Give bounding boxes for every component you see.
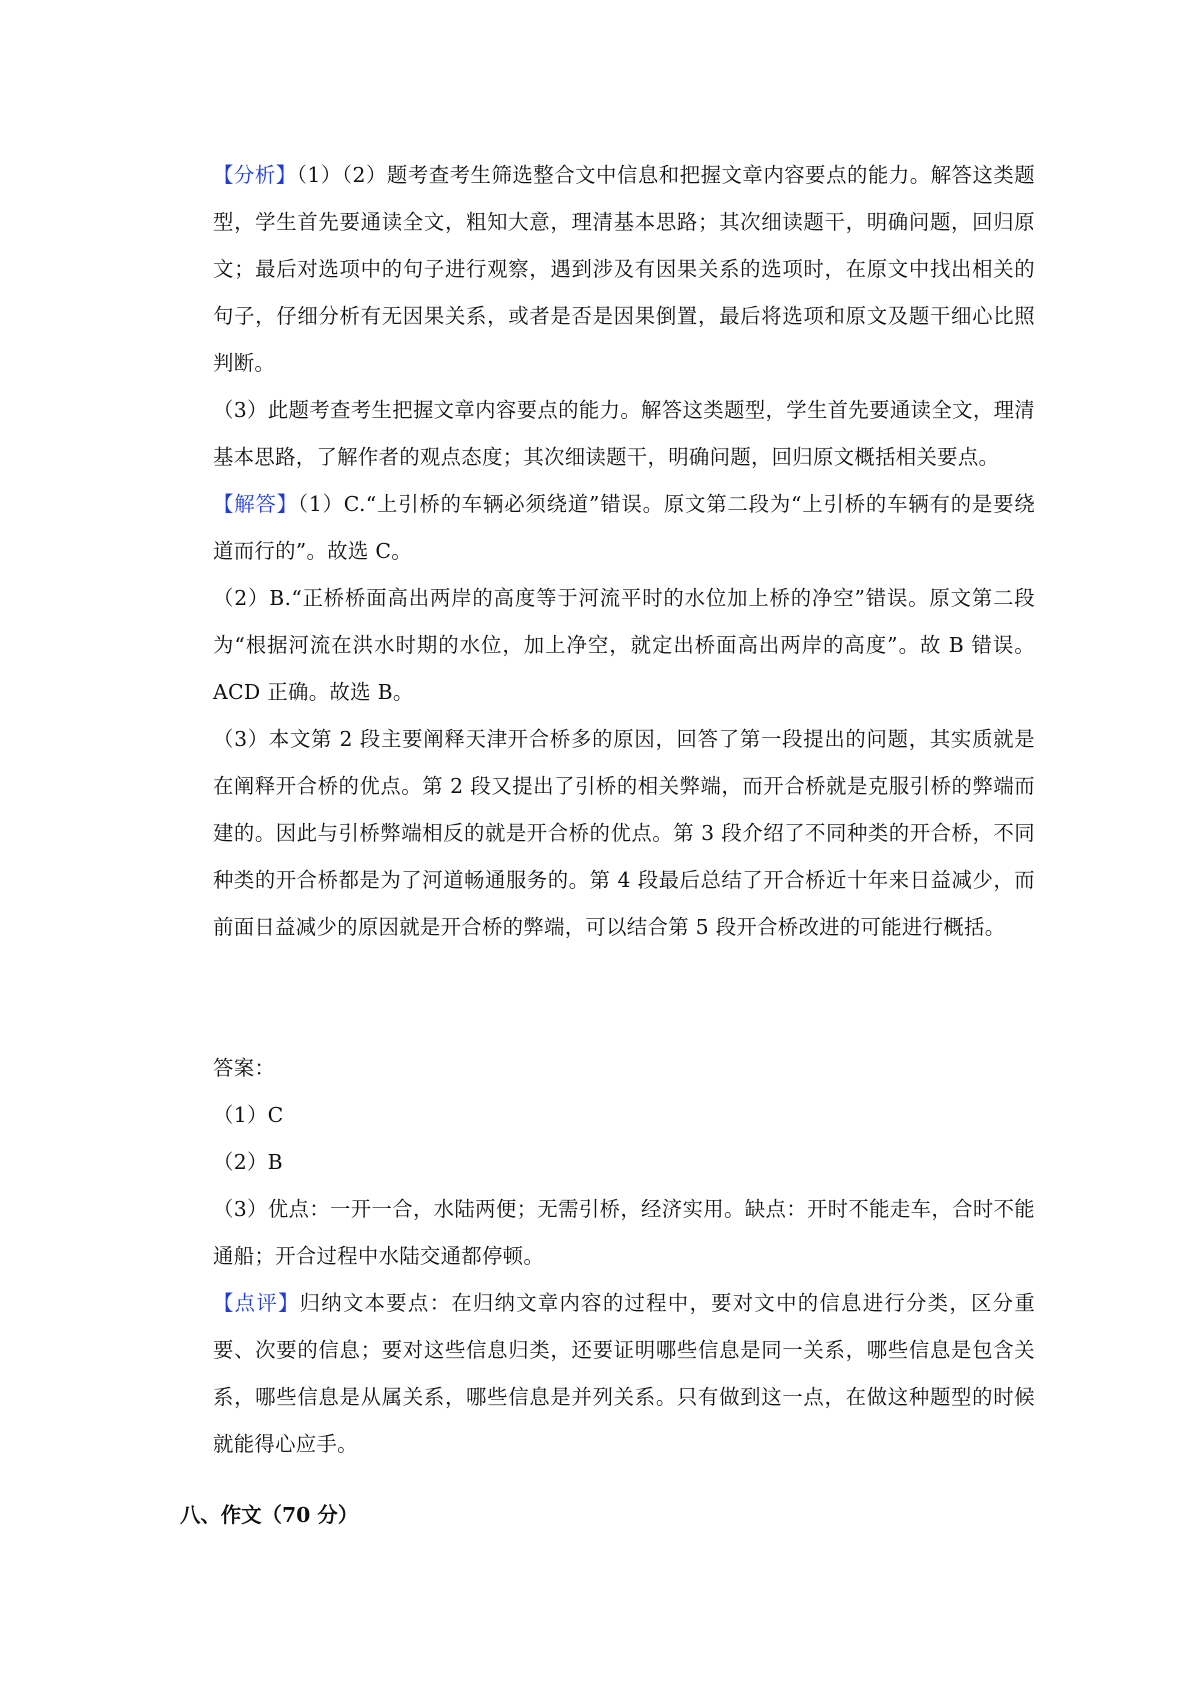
- solution-text-1: （1）C.“上引桥的车辆必须绕道”错误。原文第二段为“上引桥的车辆有的是要绕道而行的”。故选 C。: [213, 492, 1035, 563]
- final-answer-1: （1）C: [213, 1103, 284, 1127]
- solution-paragraph-2: [213, 575, 1035, 716]
- final-answer-3: （3）优点：一开一合，水陆两便；无需引桥，经济实用。缺点：开时不能走车，合时不能通船；开合过程中水陆交通都停顿。: [213, 1197, 1035, 1268]
- final-answer-2: （2）B: [213, 1150, 283, 1174]
- answer-content: [213, 152, 1035, 1468]
- comment-tag: 【点评】: [213, 1291, 300, 1315]
- solution-paragraph-1: [213, 481, 1035, 575]
- solution-paragraph-3: [213, 716, 1035, 951]
- analysis-tag: 【分析】: [213, 163, 297, 187]
- comment-text: 归纳文本要点：在归纳文章内容的过程中，要对文中的信息进行分类，区分重要、次要的信息；要对这些信息归类，还要证明哪些信息是同一关系，哪些信息是包含关系，哪些信息是从属关系，哪些信息是并列关系。只有做到这一点，在做这种题型的时候就能得心应手。: [213, 1291, 1036, 1456]
- solution-text-3: （3）本文第 2 段主要阐释天津开合桥多的原因，回答了第一段提出的问题，其实质就是在阐释开合桥的优点。第 2 段又提出了引桥的相关弊端，而开合桥就是克服引桥的弊端而建的。因此与引桥弊端相反的就是开合桥的优点。第 3 段介绍了不同种类的开合桥，不同种类的开合桥都是为了河道畅通服务的。第 4 段最后总结了开合桥近十年来日益减少，而前面日益减少的原因就是开合桥的弊端，可以结合第 5 段开合桥改进的可能进行概括。: [213, 727, 1035, 939]
- analysis-text-2: （3）此题考查考生把握文章内容要点的能力。解答这类题型，学生首先要通读全文，理清基本思路，了解作者的观点态度；其次细读题干，明确问题，回归原文概括相关要点。: [213, 398, 1035, 469]
- section-gap: [213, 951, 1035, 1045]
- analysis-text-1: （1）（2）题考查考生筛选整合文中信息和把握文章内容要点的能力。解答这类题型，学生首先要通读全文，粗知大意，理清基本思路；其次细读题干，明确问题，回归原文；最后对选项中的句子进行观察，遇到涉及有因果关系的选项时，在原文中找出相关的句子，仔细分析有无因果关系，或者是否是因果倒置，最后将选项和原文及题干细心比照判断。: [213, 163, 1035, 375]
- analysis-paragraph: [213, 152, 1035, 387]
- comment-paragraph: [213, 1280, 1035, 1468]
- composition-section-title: 八、作文（70 分）: [180, 1503, 359, 1527]
- solution-tag: 【解答】: [213, 492, 298, 516]
- final-answer-heading: 答案：: [213, 1056, 276, 1080]
- solution-text-2: （2）B.“正桥桥面高出两岸的高度等于河流平时的水位加上桥的净空”错误。原文第二段为“根据河流在洪水时期的水位，加上净空，就定出桥面高出两岸的高度”。故 B 错误。ACD 正确。故选 B。: [213, 586, 1035, 704]
- analysis-paragraph-2: [213, 387, 1035, 481]
